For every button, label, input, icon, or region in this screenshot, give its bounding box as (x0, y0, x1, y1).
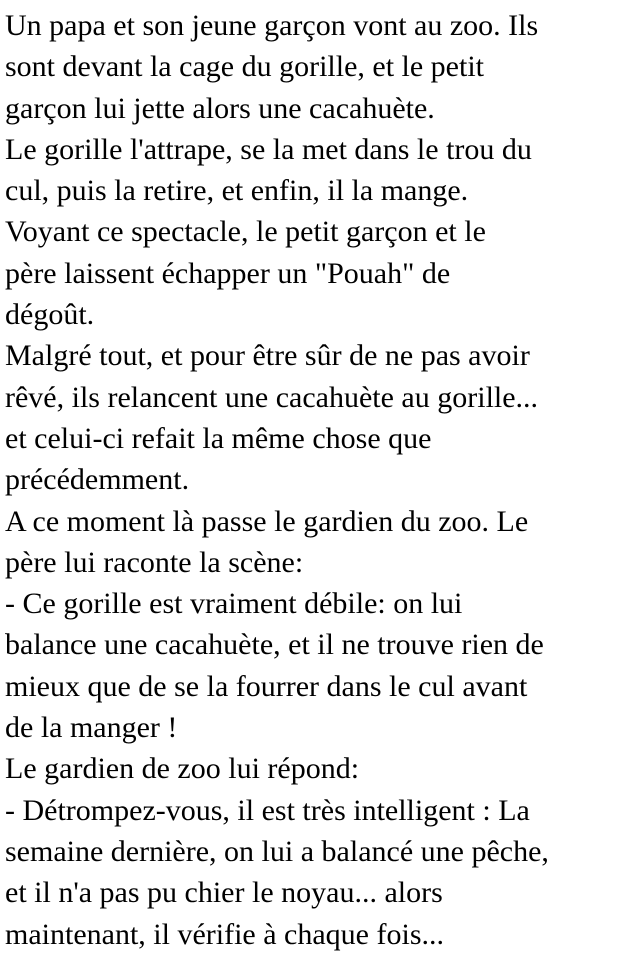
text-line: précédemment. (5, 463, 190, 497)
text-line: Voyant ce spectacle, le petit garçon et le (5, 215, 486, 249)
text-line: Le gorille l'attrape, se la met dans le trou du (5, 132, 532, 166)
text-line: Un papa et son jeune garçon vont au zoo. Ils (5, 9, 539, 42)
text-line: mieux que de se la fourrer dans le cul avant (5, 669, 528, 703)
text-line: rêvé, ils relancent une cacahuète au gorille... (5, 380, 539, 414)
text-line: - Détrompez-vous, il est très intelligent : La (5, 793, 530, 827)
text-line: A ce moment là passe le gardien du zoo. Le (5, 504, 529, 538)
text-line: sont devant la cage du gorille, et le petit (5, 50, 485, 84)
text-line: balance une cacahuète, et il ne trouve rien de (5, 628, 544, 662)
text-line: semaine dernière, on lui a balancé une pêche, (5, 834, 549, 868)
text-line: cul, puis la retire, et enfin, il la mange. (5, 174, 469, 208)
text-line: de la manger ! (5, 711, 178, 745)
text-line: dégoût. (5, 298, 95, 332)
joke-text-block (5, 5, 640, 955)
text-line: père lui raconte la scène: (5, 545, 304, 579)
text-line: garçon lui jette alors une cacahuète. (5, 91, 435, 125)
text-line: Le gardien de zoo lui répond: (5, 752, 360, 786)
text-line: père laissent échapper un "Pouah" de (5, 256, 451, 290)
text-line: - Ce gorille est vraiment débile: on lui (5, 587, 463, 621)
text-line: et celui-ci refait la même chose que (5, 421, 432, 455)
text-line: et il n'a pas pu chier le noyau... alors (5, 876, 443, 910)
text-line: maintenant, il vérifie à chaque fois... (5, 917, 444, 951)
text-line: Malgré tout, et pour être sûr de ne pas avoir (5, 339, 530, 373)
